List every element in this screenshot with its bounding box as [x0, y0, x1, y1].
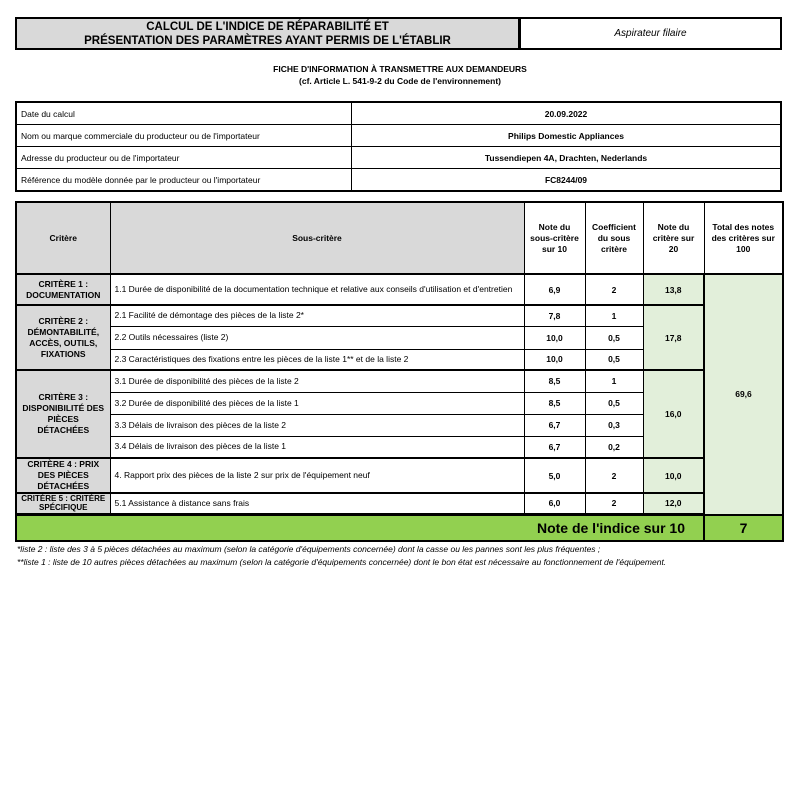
sub-criterion-coef: 0,5 [585, 392, 643, 414]
header-row [16, 202, 783, 274]
sub-criterion-coef: 0,2 [585, 436, 643, 458]
final-score-value: 7 [704, 515, 783, 541]
info-value: FC8244/09 [352, 169, 782, 192]
sub-criterion-note: 8,5 [524, 370, 585, 392]
sub-criterion-note: 6,7 [524, 436, 585, 458]
sub-criterion-label: 2.1 Facilité de démontage des pièces de la liste 2* [110, 305, 524, 326]
fiche-line-1: FICHE D'INFORMATION À TRANSMETTRE AUX DEMANDEURS [273, 64, 527, 74]
footnotes [17, 543, 787, 569]
critere-4-note: 10,0 [643, 458, 704, 493]
table-row [16, 274, 783, 305]
header-critere: Critère [16, 202, 110, 274]
critere-1-name: CRITÈRE 1 : DOCUMENTATION [16, 274, 110, 305]
info-row [16, 147, 781, 169]
total-score: 69,6 [704, 274, 783, 515]
final-score-label: Note de l'indice sur 10 [16, 515, 704, 541]
header-total: Total des notes des critères sur 100 [704, 202, 783, 274]
sub-criterion-note: 10,0 [524, 326, 585, 349]
footnote-liste-2: *liste 2 : liste des 3 à 5 pièces détachées au maximum (selon la catégorie d'équipements concernée) dont la casse ou les pannes sont les plus fréquentes ; [17, 544, 601, 554]
sub-criterion-note: 10,0 [524, 349, 585, 370]
header-coefficient: Coefficient du sous critère [585, 202, 643, 274]
score-table [15, 201, 784, 542]
sub-criterion-note: 5,0 [524, 458, 585, 493]
title-line-1: CALCUL DE L'INDICE DE RÉPARABILITÉ ET [146, 20, 389, 33]
critere-5-name: CRITÈRE 5 : CRITÈRE SPÉCIFIQUE [16, 493, 110, 513]
info-row [16, 102, 781, 125]
sub-criterion-note: 6,0 [524, 493, 585, 513]
info-value: Tussendiepen 4A, Drachten, Nederlands [352, 147, 782, 169]
critere-1-note: 13,8 [643, 274, 704, 305]
critere-2-name: CRITÈRE 2 : DÉMONTABILITÉ, ACCÈS, OUTILS, FIXATIONS [16, 305, 110, 370]
sub-criterion-coef: 1 [585, 370, 643, 392]
sub-criterion-coef: 0,5 [585, 349, 643, 370]
fiche-line-2: (cf. Article L. 541-9-2 du Code de l'environnement) [299, 76, 501, 86]
sub-criterion-label: 2.3 Caractéristiques des fixations entre les pièces de la liste 1** et de la liste 2 [110, 349, 524, 370]
sub-criterion-note: 8,5 [524, 392, 585, 414]
table-row [16, 370, 783, 392]
table-row [16, 493, 783, 513]
info-row [16, 125, 781, 147]
document-title [15, 17, 520, 50]
info-label: Référence du modèle donnée par le producteur ou l'importateur [16, 169, 352, 192]
product-type: Aspirateur filaire [520, 17, 782, 50]
sub-criterion-coef: 1 [585, 305, 643, 326]
sub-criterion-coef: 0,3 [585, 414, 643, 436]
sub-criterion-note: 6,9 [524, 274, 585, 305]
info-table [15, 101, 782, 192]
info-label: Adresse du producteur ou de l'importateur [16, 147, 352, 169]
info-value: 20.09.2022 [352, 102, 782, 125]
sub-criterion-label: 2.2 Outils nécessaires (liste 2) [110, 326, 524, 349]
critere-3-name: CRITÈRE 3 : DISPONIBILITÉ DES PIÈCES DÉTACHÉES [16, 370, 110, 458]
sub-criterion-note: 6,7 [524, 414, 585, 436]
header-sous-critere: Sous-critère [110, 202, 524, 274]
fiche-heading [100, 63, 700, 87]
final-row [16, 515, 783, 541]
title-line-2: PRÉSENTATION DES PARAMÈTRES AYANT PERMIS DE L'ÉTABLIR [84, 34, 451, 47]
sub-criterion-label: 3.1 Durée de disponibilité des pièces de la liste 2 [110, 370, 524, 392]
sub-criterion-coef: 0,5 [585, 326, 643, 349]
critere-2-note: 17,8 [643, 305, 704, 370]
info-label: Date du calcul [16, 102, 352, 125]
sub-criterion-coef: 2 [585, 458, 643, 493]
info-label: Nom ou marque commerciale du producteur ou de l'importateur [16, 125, 352, 147]
sub-criterion-coef: 2 [585, 274, 643, 305]
table-row [16, 458, 783, 493]
sub-criterion-label: 3.4 Délais de livraison des pièces de la liste 1 [110, 436, 524, 458]
sub-criterion-label: 4. Rapport prix des pièces de la liste 2 sur prix de l'équipement neuf [110, 458, 524, 493]
table-row [16, 305, 783, 326]
sub-criterion-label: 3.3 Délais de livraison des pièces de la liste 2 [110, 414, 524, 436]
critere-5-note: 12,0 [643, 493, 704, 513]
sub-criterion-note: 7,8 [524, 305, 585, 326]
critere-3-note: 16,0 [643, 370, 704, 458]
info-value: Philips Domestic Appliances [352, 125, 782, 147]
header-note-sous-critere: Note du sous-critère sur 10 [524, 202, 585, 274]
footnote-liste-1: **liste 1 : liste de 10 autres pièces détachées au maximum (selon la catégorie d'équipements concernée) dont le bon état est nécessaire au fonctionnement de l'équipement. [17, 557, 667, 567]
critere-4-name: CRITÈRE 4 : PRIX DES PIÈCES DÉTACHÉES [16, 458, 110, 493]
sub-criterion-coef: 2 [585, 493, 643, 513]
info-row [16, 169, 781, 192]
sub-criterion-label: 5.1 Assistance à distance sans frais [110, 493, 524, 513]
sub-criterion-label: 1.1 Durée de disponibilité de la documentation technique et relative aux conseils d'utilisation et d'entretien [110, 274, 524, 305]
header-note-critere: Note du critère sur 20 [643, 202, 704, 274]
sub-criterion-label: 3.2 Durée de disponibilité des pièces de la liste 1 [110, 392, 524, 414]
